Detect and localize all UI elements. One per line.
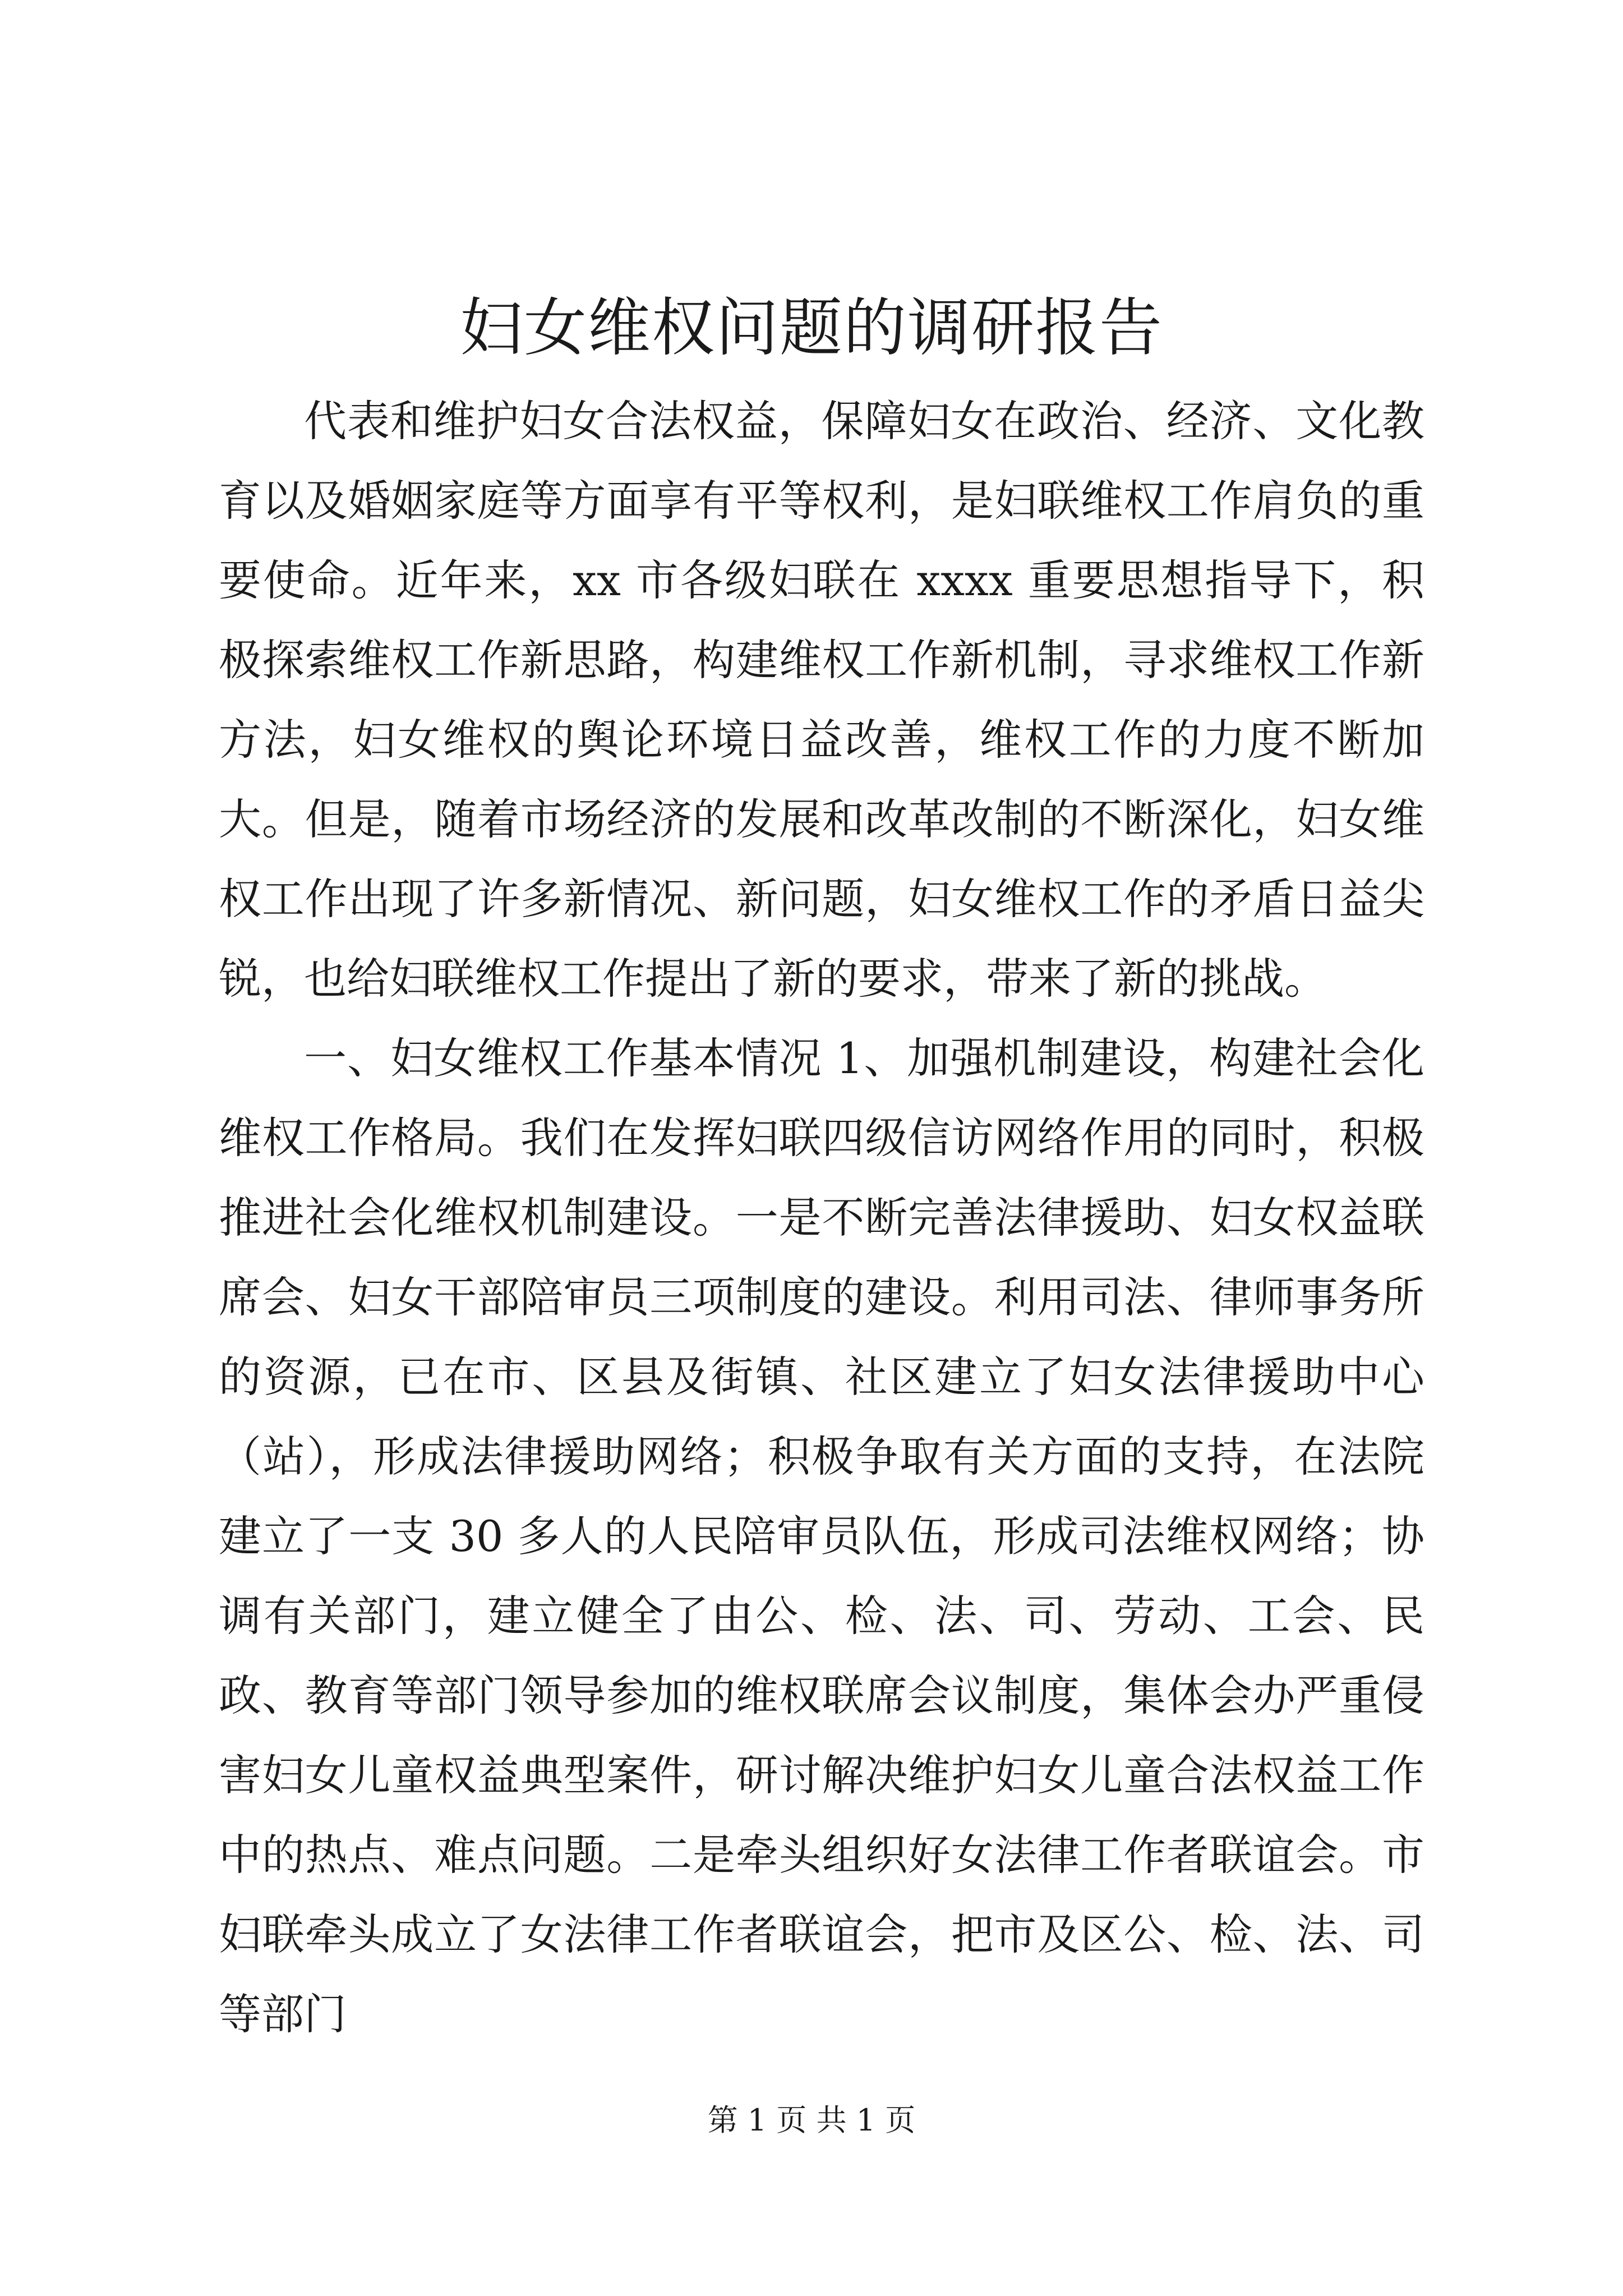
paragraph-section-1: 一、妇女维权工作基本情况 1、加强机制建设，构建社会化维权工作格局。我们在发挥妇联四级信访网络作用的同时，积极推进社会化维权机制建设。一是不断完善法律援助、妇女权益联席会、妇女干部陪审员三项制度的建设。利用司法、律师事务所的资源，已在市、区县及街镇、社区建立了妇女法律援助中心（站），形成法律援助网络；积极争取有关方面的支持，在法院建立了一支 30 多人的人民陪审员队伍，形成司法维权网络；协调有关部门，建立健全了由公、检、法、司、劳动、工会、民政、教育等部门领导参加的维权联席会议制度，集体会办严重侵害妇女儿童权益典型案件，研讨解决维护妇女儿童合法权益工作中的热点、难点问题。二是牵头组织好女法律工作者联谊会。市妇联牵头成立了女法律工作者联谊会，把市及区公、检、法、司等部门 xyxy=(219,1033,1424,2039)
paragraph-intro: 代表和维护妇女合法权益，保障妇女在政治、经济、文化教育以及婚姻家庭等方面享有平等权利，是妇联维权工作肩负的重要使命。近年来，xx 市各级妇联在 xxxx 重要思想指导下，积极探索维权工作新思路，构建维权工作新机制，寻求维权工作新方法，妇女维权的舆论环境日益改善，维权工作的力度不断加大。但是，随着市场经济的发展和改革改制的不断深化，妇女维权工作出现了许多新情况、新问题，妇女维权工作的矛盾日益尖锐，也给妇联维权工作提出了新的要求，带来了新的挑战。 xyxy=(219,396,1424,1004)
page-footer: 第 1 页 共 1 页 xyxy=(707,2102,916,2138)
document-body xyxy=(219,381,1424,2054)
document-title: 妇女维权问题的调研报告 xyxy=(460,292,1163,365)
